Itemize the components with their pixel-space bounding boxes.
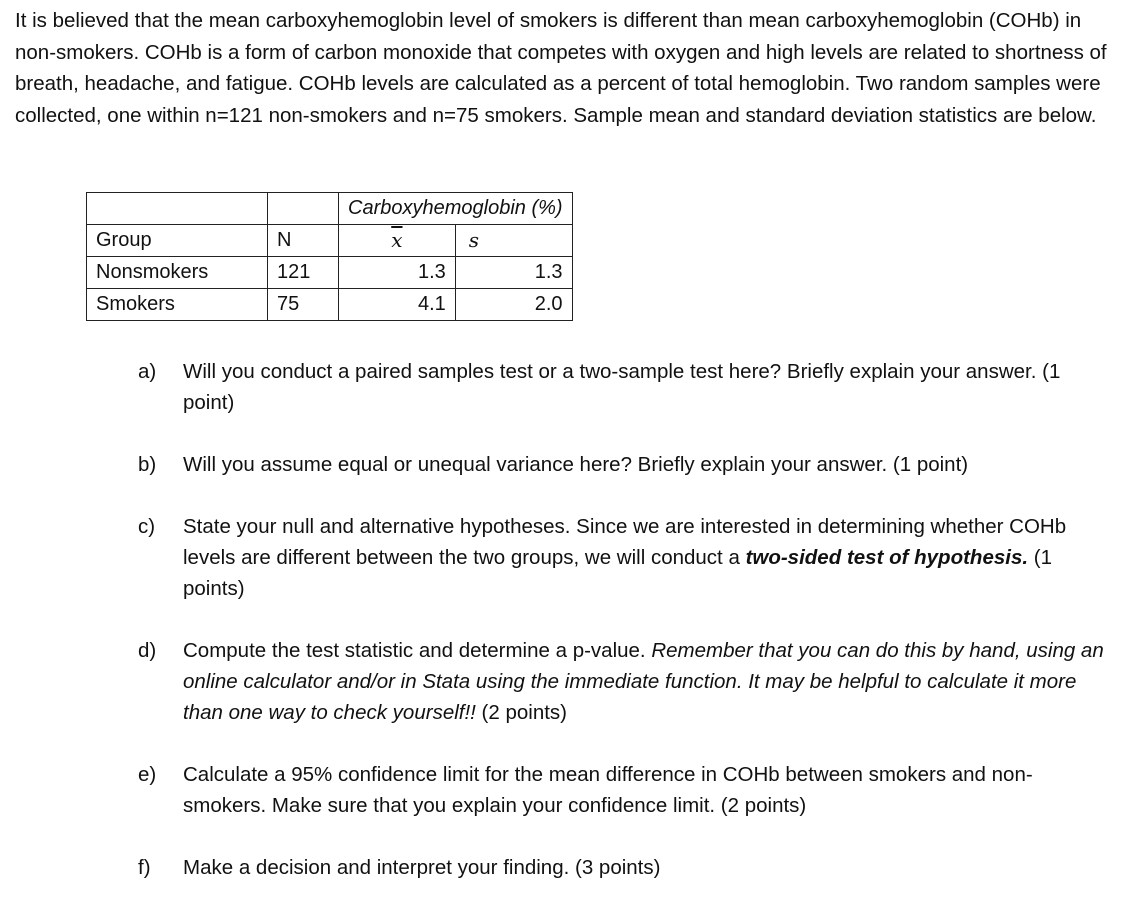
question-d-points: (2 points): [475, 701, 568, 724]
question-c-emphasis-test: test of hypothesis.: [846, 546, 1029, 569]
table-header-row-top: [87, 193, 573, 225]
table-header-row: [87, 225, 573, 257]
table-cell-mean: 4.1: [339, 289, 456, 321]
table-header-mean: [339, 225, 456, 257]
table-cell-sd: 1.3: [455, 257, 572, 289]
question-letter: a): [138, 360, 157, 383]
table-cell-mean: 1.3: [339, 257, 456, 289]
table-header-carboxyhemoglobin: Carboxyhemoglobin (%): [339, 193, 573, 225]
table-header-group: Group: [87, 225, 268, 257]
table-cell-group: Smokers: [87, 289, 268, 321]
question-a: [138, 356, 1113, 418]
table-row: [87, 289, 573, 321]
table-header-sd: [455, 225, 572, 257]
table-header-blank-group: [87, 193, 268, 225]
xbar-symbol: $\overline{x}$: [391, 228, 403, 252]
question-c: [138, 511, 1113, 604]
question-d-text-part1: Compute the test statistic and determine a p-value.: [183, 639, 652, 662]
table-cell-sd: 2.0: [455, 289, 572, 321]
table-row: [87, 257, 573, 289]
question-letter: c): [138, 515, 156, 538]
table-cell-n: 121: [268, 257, 339, 289]
question-letter: b): [138, 453, 157, 476]
question-text: Calculate a 95% confidence limit for the mean difference in COHb between smokers and non-smokers. Make sure that you explain your confidence limit. (2 points): [183, 763, 1033, 817]
question-d: [138, 635, 1113, 728]
table-cell-group: Nonsmokers: [87, 257, 268, 289]
question-e: [138, 759, 1113, 821]
intro-paragraph: It is believed that the mean carboxyhemoglobin level of smokers is different than mean carboxyhemoglobin (COHb) in non-smokers. COHb is a form of carbon monoxide that competes with oxygen and high levels are related to shortness of breath, headache, and fatigue. COHb levels are calculated as a percent of total hemoglobin. Two random samples were collected, one within n=121 non-smokers and n=75 smokers. Sample mean and standard deviation statistics are below.: [15, 9, 1107, 127]
question-c-emphasis-two-sided: two-sided: [745, 546, 842, 569]
question-c-text-part1: State your null and alternative hypotheses. Since we are interested in determining whether COHb levels are different between the two groups, we will conduct a: [183, 515, 1067, 569]
question-list: [138, 356, 1113, 914]
question-d-italic-hint: Remember that you can do this by hand, using an online calculator and/or in Stata using the immediate function. It may be helpful to calculate it more than one way to check yourself!!: [183, 639, 1104, 724]
statistics-table: [86, 192, 573, 321]
s-symbol: s: [468, 228, 480, 252]
question-b: [138, 449, 1113, 480]
question-f: [138, 852, 1113, 883]
table-header-blank-n: [268, 193, 339, 225]
table-header-n: N: [268, 225, 339, 257]
question-text: Will you assume equal or unequal variance here? Briefly explain your answer. (1 point): [183, 453, 969, 476]
table-cell-n: 75: [268, 289, 339, 321]
question-letter: f): [138, 856, 151, 879]
question-text: [183, 635, 1113, 728]
question-text: Make a decision and interpret your finding. (3 points): [183, 856, 661, 879]
question-c-points: (1 points): [183, 546, 1052, 600]
question-letter: d): [138, 639, 157, 662]
question-letter: e): [138, 763, 157, 786]
question-text: [183, 511, 1113, 604]
question-text: Will you conduct a paired samples test or a two-sample test here? Briefly explain your answer. (1 point): [183, 360, 1061, 414]
